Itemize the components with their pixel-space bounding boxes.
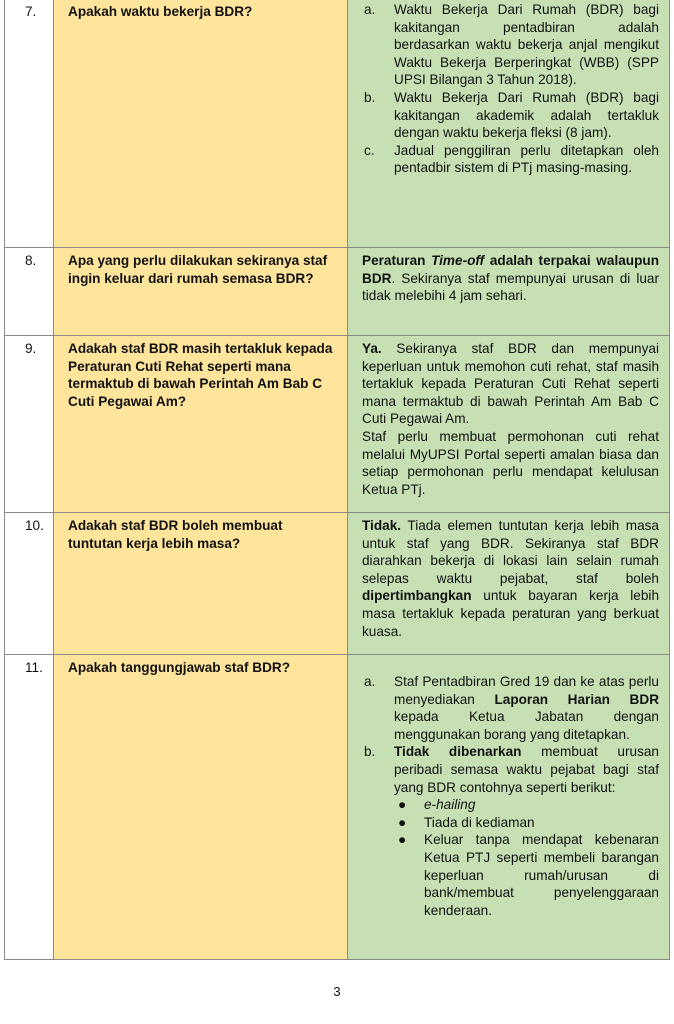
row-number-cell xyxy=(5,0,54,248)
question-text: Adakah staf BDR boleh membuat tuntutan kerja lebih masa? xyxy=(68,518,283,551)
page-number: 3 xyxy=(333,984,341,999)
question-cell xyxy=(54,336,348,513)
faq-table xyxy=(4,0,670,960)
table-row xyxy=(5,0,670,248)
answer-text: Waktu Bekerja Dari Rumah (BDR) bagi kakitangan akademik adalah tertakluk dengan waktu bekerja fleksi (8 jam). xyxy=(394,89,659,141)
question-text: Adakah staf BDR masih tertakluk kepada Peraturan Cuti Rehat seperti mana termaktub di bawah Perintah Am Bab C Cuti Pegawai Am? xyxy=(68,341,333,409)
bullet-list xyxy=(394,796,659,919)
answer-text: Tidak. Tiada elemen tuntutan kerja lebih masa untuk staf yang BDR. Sekiranya staf BDR diarahkan bekerja di lokasi lain selain rumah selepas waktu pejabat, staf boleh dipertimbangkan untuk bayaran kerja lebih masa tertakluk kepada peraturan yang berkuat kuasa. xyxy=(362,518,659,639)
bullet-item: ● Keluar tanpa mendapat kebenaran Ketua PTJ seperti membeli barangan keperluan rumah/urusan di bank/membuat penyelenggaraan kenderaan. xyxy=(398,832,659,918)
table-row xyxy=(5,248,670,336)
question-cell xyxy=(54,513,348,655)
answer-cell xyxy=(348,248,670,336)
answer-cell xyxy=(348,0,670,248)
answer-text: Jadual penggiliran perlu ditetapkan oleh pentadbir sistem di PTj masing-masing. xyxy=(394,142,659,176)
list-marker: a. xyxy=(364,2,376,17)
list-marker: b. xyxy=(364,744,376,760)
question-cell xyxy=(54,655,348,960)
bullet-item: ● Tiada di kediaman xyxy=(398,814,535,830)
answer-cell xyxy=(348,336,670,513)
bullet-icon: ● xyxy=(398,832,407,848)
bullet-item: ● e-hailing xyxy=(398,797,476,813)
row-number: 11. xyxy=(25,660,43,675)
bullet-icon: ● xyxy=(398,797,407,813)
list-item: a. Staf Pentadbiran Gred 19 dan ke atas perlu menyediakan Laporan Harian BDR kepada Ketua Jabatan dengan menggunakan borang yang ditetapkan. xyxy=(364,674,660,742)
row-number-cell xyxy=(5,513,54,655)
answer-text: Ya. Sekiranya staf BDR dan mempunyai keperluan untuk memohon cuti rehat, staf masih tertakluk kepada Peraturan Cuti Rehat seperti mana termaktub di bawah Perintah Am Bab C Cuti Pegawai Am. Staf perlu membuat permohonan cuti rehat melalui MyUPSI Portal seperti amalan biasa dan setiap permohonan perlu mendapat kelulusan Ketua PTj. xyxy=(362,341,659,497)
answer-list xyxy=(362,673,659,919)
table-row xyxy=(5,336,670,513)
list-item xyxy=(362,1,659,89)
row-number: 10. xyxy=(25,518,44,533)
list-item: b. Tidak dibenarkan membuat urusan peribadi semasa waktu pejabat bagi staf yang BDR contohnya seperti berikut: ● e-hailing ● Tiada di kediaman ● Keluar tanpa mendapat kebenaran Ketua PTJ seperti membeli barangan keperluan rumah/urusan di bank/membuat penyelenggaraan kenderaan. xyxy=(364,744,659,918)
row-number: 7. xyxy=(25,4,37,19)
list-item xyxy=(362,142,659,177)
row-number: 9. xyxy=(25,341,37,356)
answer-cell xyxy=(348,655,670,960)
table-row xyxy=(5,513,670,655)
answer-text: Peraturan Time-off adalah terpakai walaupun BDR. Sekiranya staf mempunyai urusan di luar tidak melebihi 4 jam sehari. xyxy=(362,253,659,304)
row-number-cell xyxy=(5,336,54,513)
list-marker: b. xyxy=(364,89,376,105)
list-marker: a. xyxy=(364,674,376,689)
answer-text: Waktu Bekerja Dari Rumah (BDR) bagi kakitangan pentadbiran adalah berdasarkan waktu bekerja anjal mengikut Waktu Bekerja Berperingkat (WBB) (SPP UPSI Bilangan 3 Tahun 2018). xyxy=(394,2,659,88)
list-item xyxy=(362,89,659,142)
question-text: Apakah waktu bekerja BDR? xyxy=(68,4,253,19)
list-marker: c. xyxy=(364,142,375,158)
answer-list xyxy=(362,1,659,177)
row-number-cell xyxy=(5,655,54,960)
bullet-icon: ● xyxy=(398,814,407,830)
question-text: Apakah tanggungjawab staf BDR? xyxy=(68,660,291,675)
row-number-cell xyxy=(5,248,54,336)
row-number: 8. xyxy=(25,253,37,268)
question-cell xyxy=(54,0,348,248)
question-cell xyxy=(54,248,348,336)
answer-cell xyxy=(348,513,670,655)
question-text: Apa yang perlu dilakukan sekiranya staf ingin keluar dari rumah semasa BDR? xyxy=(68,253,328,286)
table-row xyxy=(5,655,670,960)
